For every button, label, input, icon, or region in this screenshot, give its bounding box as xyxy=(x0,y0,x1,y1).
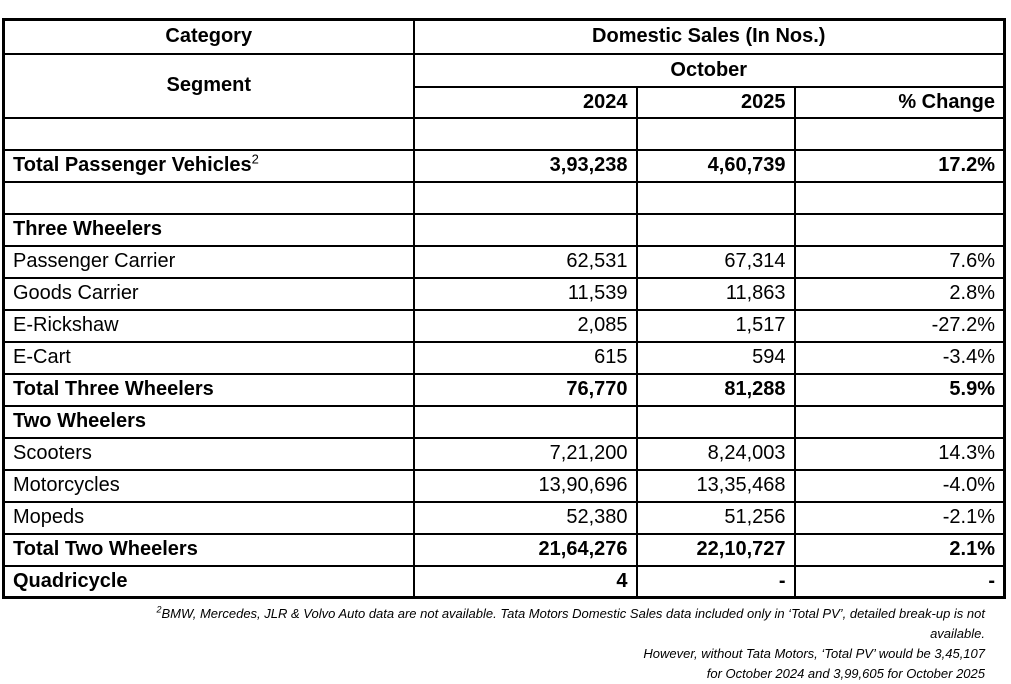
pct-change-cell: -27.2% xyxy=(795,310,1005,342)
table-row xyxy=(4,342,1005,374)
value-2024-cell: 615 xyxy=(414,342,637,374)
value-2025-cell xyxy=(637,118,795,150)
segment-label-cell: Three Wheelers xyxy=(4,214,414,246)
pct-change-cell: 7.6% xyxy=(795,246,1005,278)
value-2024-cell: 2,085 xyxy=(414,310,637,342)
table-row xyxy=(4,534,1005,566)
value-2024-cell: 52,380 xyxy=(414,502,637,534)
footnote-line-1-text: BMW, Mercedes, JLR & Volvo Auto data are not available. Tata Motors Domestic Sales data included only in ‘Total PV’, detailed break-up is not available. xyxy=(161,606,985,641)
table-row xyxy=(4,470,1005,502)
table-row xyxy=(4,406,1005,438)
footnote-ref-mark: 2 xyxy=(156,604,162,615)
table-row xyxy=(4,502,1005,534)
segment-label-cell: Total Two Wheelers xyxy=(4,534,414,566)
segment-header: Segment xyxy=(4,54,414,118)
value-2025-cell: 81,288 xyxy=(637,374,795,406)
value-2024-cell xyxy=(414,214,637,246)
value-2025-cell: - xyxy=(637,566,795,598)
year-2024-header: 2024 xyxy=(414,87,637,118)
pct-change-cell xyxy=(795,214,1005,246)
segment-label-cell xyxy=(4,182,414,214)
footnote-line-2: However, without Tata Motors, ‘Total PV’ would be 3,45,107 xyxy=(643,646,985,661)
pct-change-cell: 14.3% xyxy=(795,438,1005,470)
footnote-line-1 xyxy=(100,604,985,644)
footnote-ref-mark: 2 xyxy=(251,151,259,167)
table-row xyxy=(4,278,1005,310)
table-row xyxy=(4,374,1005,406)
pct-change-cell: -3.4% xyxy=(795,342,1005,374)
value-2024-cell: 13,90,696 xyxy=(414,470,637,502)
pct-change-cell: -4.0% xyxy=(795,470,1005,502)
pct-change-cell: 5.9% xyxy=(795,374,1005,406)
header-row-2 xyxy=(4,54,1005,87)
year-2025-header: 2025 xyxy=(637,87,795,118)
segment-label-cell: Total Three Wheelers xyxy=(4,374,414,406)
value-2025-cell: 4,60,739 xyxy=(637,150,795,182)
value-2025-cell xyxy=(637,214,795,246)
value-2024-cell: 11,539 xyxy=(414,278,637,310)
segment-label-cell: Motorcycles xyxy=(4,470,414,502)
value-2025-cell: 67,314 xyxy=(637,246,795,278)
segment-label-cell: Goods Carrier xyxy=(4,278,414,310)
pct-change-cell: -2.1% xyxy=(795,502,1005,534)
segment-label-cell: E-Rickshaw xyxy=(4,310,414,342)
category-header: Category xyxy=(4,20,414,54)
segment-label-cell: Two Wheelers xyxy=(4,406,414,438)
value-2025-cell: 8,24,003 xyxy=(637,438,795,470)
header-row-1 xyxy=(4,20,1005,54)
segment-label-cell xyxy=(4,118,414,150)
domestic-sales-header: Domestic Sales (In Nos.) xyxy=(414,20,1005,54)
pct-change-cell: - xyxy=(795,566,1005,598)
table-header xyxy=(4,20,1005,118)
value-2024-cell: 21,64,276 xyxy=(414,534,637,566)
value-2024-cell: 76,770 xyxy=(414,374,637,406)
value-2024-cell xyxy=(414,118,637,150)
value-2024-cell xyxy=(414,406,637,438)
value-2025-cell: 22,10,727 xyxy=(637,534,795,566)
pct-change-cell: 2.8% xyxy=(795,278,1005,310)
value-2024-cell xyxy=(414,182,637,214)
pct-change-cell xyxy=(795,118,1005,150)
value-2025-cell xyxy=(637,406,795,438)
table-row xyxy=(4,310,1005,342)
segment-label-cell: Scooters xyxy=(4,438,414,470)
value-2025-cell: 51,256 xyxy=(637,502,795,534)
value-2025-cell: 1,517 xyxy=(637,310,795,342)
footnote-line-3: for October 2024 and 3,99,605 for October 2025 xyxy=(706,666,985,681)
pct-change-cell xyxy=(795,406,1005,438)
value-2024-cell: 4 xyxy=(414,566,637,598)
value-2024-cell: 62,531 xyxy=(414,246,637,278)
table-row xyxy=(4,214,1005,246)
table-row xyxy=(4,566,1005,598)
table-row xyxy=(4,182,1005,214)
month-header: October xyxy=(414,54,1005,87)
pct-change-cell: 17.2% xyxy=(795,150,1005,182)
segment-label-cell: Quadricycle xyxy=(4,566,414,598)
segment-label-cell: Total Passenger Vehicles$^2$ xyxy=(4,150,414,182)
table-row xyxy=(4,246,1005,278)
domestic-sales-table xyxy=(2,18,1006,599)
pct-change-cell xyxy=(795,182,1005,214)
table-body xyxy=(4,118,1005,598)
table-row xyxy=(4,438,1005,470)
segment-label-cell: Passenger Carrier xyxy=(4,246,414,278)
value-2024-cell: 3,93,238 xyxy=(414,150,637,182)
segment-label-cell: Mopeds xyxy=(4,502,414,534)
footnote xyxy=(100,604,985,684)
table-row xyxy=(4,150,1005,182)
table-row xyxy=(4,118,1005,150)
value-2025-cell: 13,35,468 xyxy=(637,470,795,502)
value-2024-cell: 7,21,200 xyxy=(414,438,637,470)
value-2025-cell: 11,863 xyxy=(637,278,795,310)
value-2025-cell: 594 xyxy=(637,342,795,374)
value-2025-cell xyxy=(637,182,795,214)
pct-change-cell: 2.1% xyxy=(795,534,1005,566)
pct-change-header: % Change xyxy=(795,87,1005,118)
segment-label-cell: E-Cart xyxy=(4,342,414,374)
